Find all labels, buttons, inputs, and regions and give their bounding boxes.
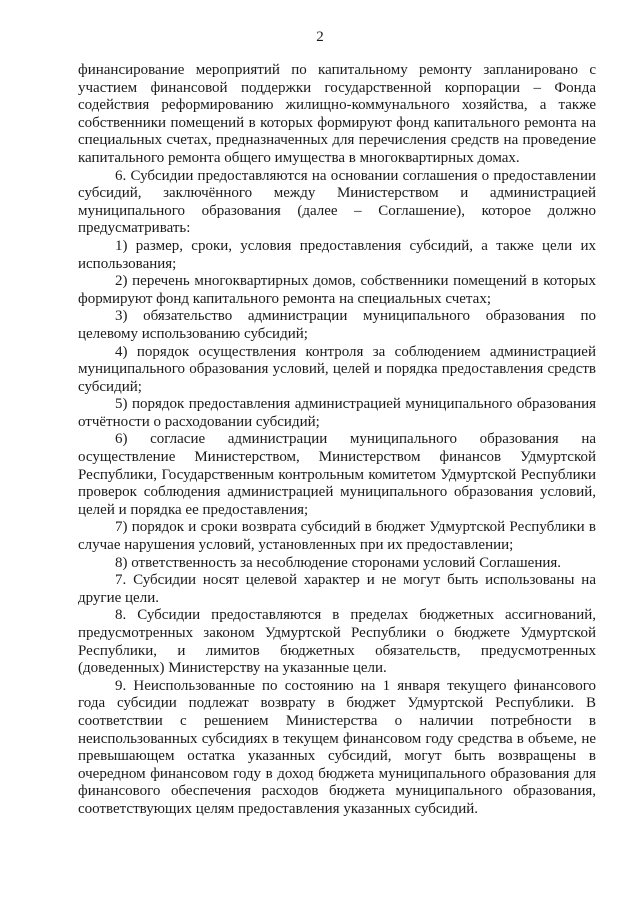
paragraph-continuation: финансирование мероприятий по капитальному ремонту запланировано с участием финансовой поддержки государственной корпорации – Фонда содействия реформированию жилищно-коммунального хозяйства, а также собственники помещений в которых формируют фонд капитального ремонта на специальных счетах, предназначенных для перечисления средств на проведение капитального ремонта общего имущества в многоквартирных домах. — [78, 62, 596, 166]
clause-6-item-5: 5) порядок предоставления администрацией муниципального образования отчётности о расходовании субсидий; — [78, 396, 596, 430]
clause-8: 8. Субсидии предоставляются в пределах бюджетных ассигнований, предусмотренных законом Удмуртской Республики о бюджете Удмуртской Республики, и лимитов бюджетных обязательств, предусмотренных (доведенных) Министерству на указанные цели. — [78, 607, 596, 677]
clause-6-item-3: 3) обязательство администрации муниципального образования по целевому использованию субсидий; — [78, 308, 596, 342]
clause-6-item-6: 6) согласие администрации муниципального образования на осуществление Министерством, Министерством финансов Удмуртской Республики, Государственным контрольным комитетом Удмуртской Республики проверок соблюдения администрацией муниципального образования условий, целей и порядка ее предоставления; — [78, 431, 596, 518]
clause-6: 6. Субсидии предоставляются на основании соглашения о предоставлении субсидий, заключённого между Министерством и администрацией муниципального образования (далее – Соглашение), которое должно предусматривать: — [78, 167, 596, 237]
clause-7: 7. Субсидии носят целевой характер и не могут быть использованы на другие цели. — [78, 572, 596, 606]
clause-9: 9. Неиспользованные по состоянию на 1 января текущего финансового года субсидии подлежат возврату в бюджет Удмуртской Республики. В соответствии с решением Министерства о наличии потребности в неиспользованных субсидиях в текущем финансовом году средства в объеме, не превышающем остатка указанных субсидий, могут быть возвращены в очередном финансовом году в доход бюджета муниципального образования для финансового обеспечения расходов бюджета муниципального образования, соответствующих целям предоставления указанных субсидий. — [78, 677, 596, 817]
clause-6-item-8: 8) ответственность за несоблюдение сторонами условий Соглашения. — [115, 554, 562, 571]
clause-6-item-1: 1) размер, сроки, условия предоставления субсидий, а также цели их использования; — [78, 237, 596, 272]
page-number: 2 — [316, 29, 324, 45]
clause-6-item-7: 7) порядок и сроки возврата субсидий в бюджет Удмуртской Республики в случае нарушения условий, установленных при их предоставлении; — [78, 519, 596, 554]
document-body — [78, 62, 596, 819]
clause-6-item-2: 2) перечень многоквартирных домов, собственники помещений в которых формируют фонд капитального ремонта на специальных счетах; — [78, 273, 596, 307]
clause-6-item-4: 4) порядок осуществления контроля за соблюдением администрацией муниципального образования условий, целей и порядка предоставления средств субсидий; — [78, 343, 596, 395]
